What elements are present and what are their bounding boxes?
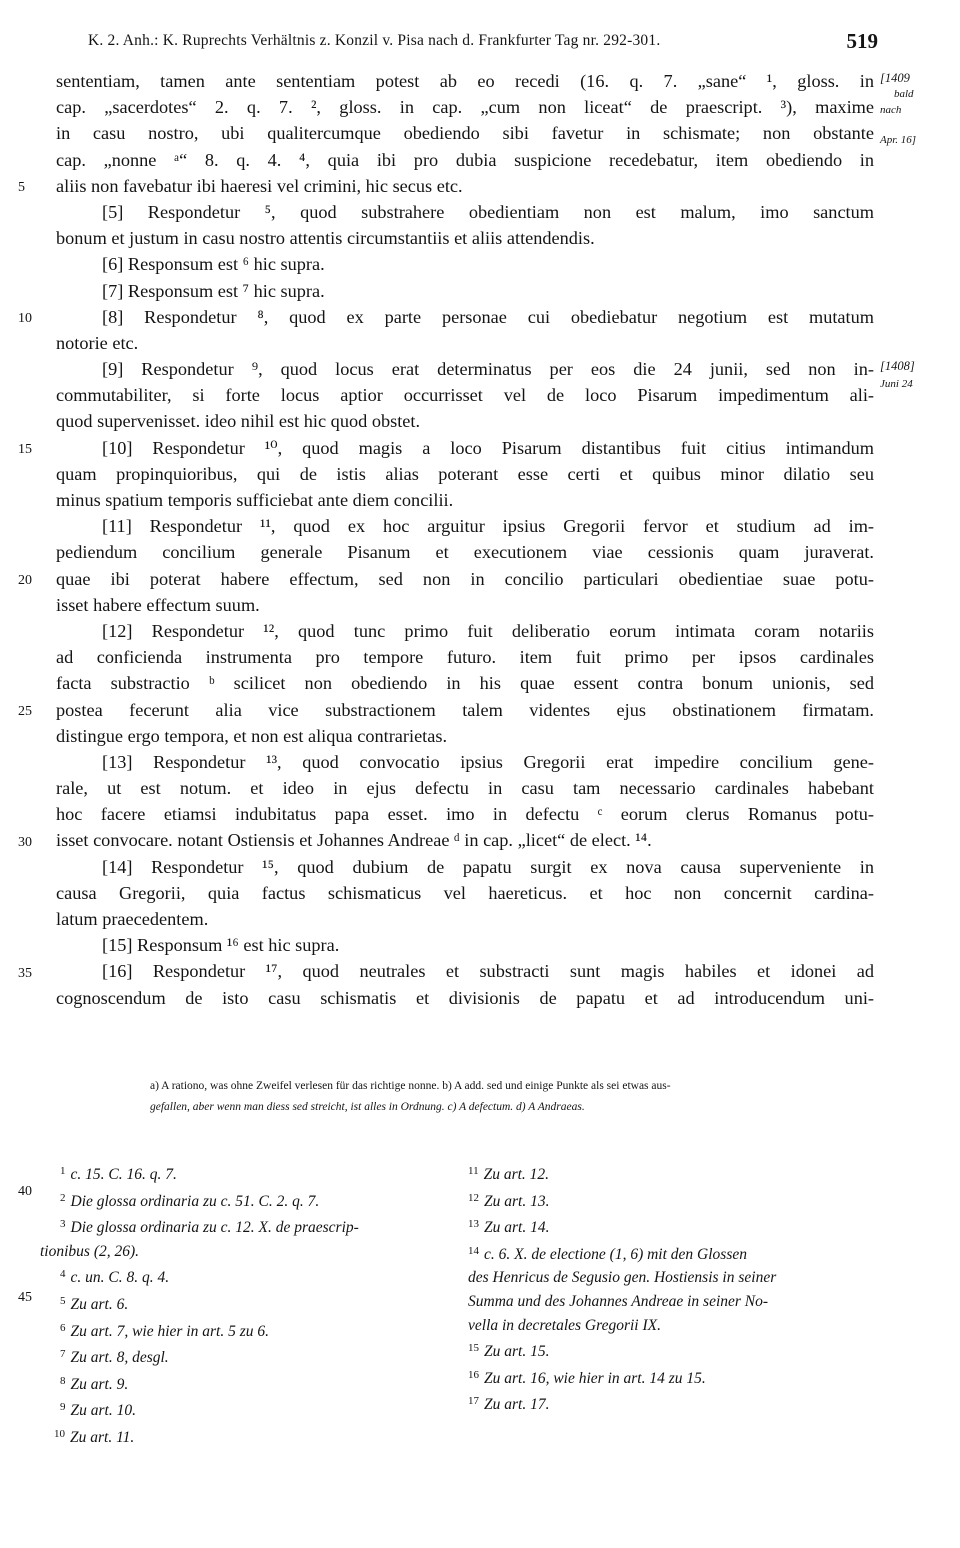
text-line: ad conficienda instrumenta pro tempore futuro. item fuit primo per ipsos cardinales — [56, 647, 874, 668]
margin-note-year: [1408] — [880, 359, 915, 373]
text-line: sententiam, tamen ante sententiam potest ab eo recedi (16. q. 7. „sane“ ¹, gloss. in — [56, 71, 874, 91]
line-number: 45 — [18, 1290, 32, 1305]
text-line: hoc facere etiamsi indubitatus papa esset. imo in defectu ᶜ eorum clerus Romanus potu- — [56, 804, 874, 825]
footnote-continuation: tionibus (2, 26). — [40, 1242, 140, 1260]
footnote: $^{14}$ c. 6. X. de electione (1, 6) mit den Glossen — [468, 1244, 747, 1263]
footnote: $^2$ Die glossa ordinaria zu c. 51. C. 2. q. 7. — [60, 1191, 320, 1210]
text-line: rale, ut est notum. et ideo in ejus defectu in casu tam necessario cardinales habebant — [56, 778, 874, 799]
text-line: [8] Respondetur ⁸, quod ex parte personae cui obediebatur negotium est mutatum — [102, 306, 874, 327]
text-line: cap. „nonne ᵃ“ 8. q. 4. ⁴, quia ibi pro dubia suspicione recedebatur, item obediendo in — [56, 149, 874, 170]
footnote: $^{10}$ Zu art. 11. — [54, 1427, 135, 1446]
footnote: $^{13}$ Zu art. 14. — [468, 1218, 550, 1237]
footnote: $^7$ Zu art. 8, desgl. — [60, 1348, 169, 1367]
line-number: 40 — [18, 1184, 32, 1199]
text-line: [7] Responsum est ⁷ hic supra. — [102, 280, 325, 301]
footnotes-right-column — [468, 1160, 880, 1417]
line-number: 35 — [18, 966, 32, 981]
text-line: notorie etc. — [56, 332, 139, 353]
text-line: latum praecedentem. — [56, 909, 209, 929]
text-line: causa Gregorii, quia factus schismaticus vel haereticus. et hoc non concernit cardina- — [56, 882, 874, 903]
text-line: quae ibi poterat habere effectum, sed non in concilio particulari obedientiae suae potu- — [56, 568, 874, 589]
footnote: $^9$ Zu art. 10. — [60, 1401, 136, 1420]
footnote: $^6$ Zu art. 7, wie hier in art. 5 zu 6. — [60, 1321, 270, 1340]
text-line: distingue ergo tempora, et non est aliqua contrarietas. — [56, 725, 448, 746]
footnote: $^{11}$ Zu art. 12. — [468, 1165, 550, 1183]
footnote: $^3$ Die glossa ordinaria zu c. 12. X. de praescrip- — [60, 1218, 359, 1237]
running-head — [88, 30, 878, 56]
text-line: isset convocare. notant Ostiensis et Johannes Andreae ᵈ in cap. „licet“ de elect. ¹⁴. — [56, 830, 652, 851]
text-line: [6] Responsum est ⁶ hic supra. — [102, 254, 325, 275]
footnote-continuation: des Henricus de Segusio gen. Hostiensis in seiner — [468, 1269, 777, 1287]
footnote: $^4$ c. un. C. 8. q. 4. — [60, 1268, 170, 1287]
footnote: $^5$ Zu art. 6. — [60, 1294, 129, 1313]
text-line: cap. „sacerdotes“ 2. q. 7. ², gloss. in cap. „cum non liceat“ de praescript. ³), maxime — [56, 97, 874, 118]
text-line: [12] Respondetur ¹², quod tunc primo fuit deliberatio eorum intimata coram notariis — [102, 620, 874, 641]
footnote: $^{15}$ Zu art. 15. — [468, 1342, 550, 1361]
apparatus-line: a) A rationo, was ohne Zweifel verlesen für das richtige nonne. b) A add. sed und einige Punkte als sei etwas aus- — [150, 1080, 671, 1092]
text-line: [9] Respondetur ⁹, quod locus erat determinatus per eos die 24 junii, sed non in- — [102, 359, 874, 380]
text-line: isset habere effectum suum. — [56, 594, 260, 615]
margin-note-date-close: Apr. 16] — [880, 134, 917, 146]
text-line: [14] Respondetur ¹⁵, quod dubium de papatu surgit ex nova causa superveniente in — [102, 856, 874, 877]
text-line: [10] Respondetur ¹⁰, quod magis a loco Pisarum distantibus fuit citius intimandum — [102, 437, 874, 458]
text-line: aliis non favebatur ibi haeresi vel crimini, hic secus etc. — [56, 175, 463, 196]
margin-note-day: Juni 24 — [880, 378, 913, 390]
footnote-continuation: Summa und des Johannes Andreae in seiner No- — [468, 1292, 769, 1310]
footnote: $^{16}$ Zu art. 16, wie hier in art. 14 zu 15. — [468, 1368, 706, 1387]
footnote: $^1$ c. 15. C. 16. q. 7. — [60, 1165, 177, 1183]
text-line: in casu nostro, ubi qualitercumque obediendo sibi favetur in schismate; non obstante — [56, 123, 874, 144]
text-line: commutabiliter, si forte locus aptior occurrisset vel de loco Pisarum impedimentum ali- — [56, 385, 874, 406]
line-number: 25 — [18, 704, 32, 719]
main-text — [56, 68, 874, 1011]
apparatus-line: gefallen, aber wenn man diess sed streicht, ist alles in Ordnung. c) A defectum. d) A Andraeas. — [150, 1101, 585, 1113]
text-line: pediendum concilium generale Pisanum et executionem viae cessionis quam juraverat. — [56, 542, 874, 563]
line-number: 5 — [18, 180, 25, 195]
text-line: [5] Respondetur ⁵, quod substrahere obedientiam non est malum, imo sanctum — [102, 201, 874, 222]
margin-note-nach: nach — [880, 104, 902, 116]
line-number: 20 — [18, 573, 32, 588]
margin-note-bald: bald — [894, 88, 914, 100]
text-line: [15] Responsum ¹⁶ est hic supra. — [102, 935, 340, 956]
text-line: postea fecerunt alia vice substractionem talem videntes ejus obstinationem firmatam. — [56, 699, 874, 720]
line-number: 10 — [18, 311, 32, 326]
line-number: 15 — [18, 442, 32, 457]
text-line: facta substractio ᵇ scilicet non obediendo in his quae essent contra bonum unionis, sed — [56, 673, 874, 694]
text-line: quam propinquioribus, qui de istis alias poterant esse certi et quibus minor dilatio seu — [56, 463, 874, 484]
footnote: $^{12}$ Zu art. 13. — [468, 1191, 550, 1210]
text-line: [11] Respondetur ¹¹, quod ex hoc arguitur ipsius Gregorii fervor et studium ad im- — [102, 516, 874, 537]
text-line: cognoscendum de isto casu schismatis et divisionis de papatu et ad introducendum uni- — [56, 987, 874, 1008]
line-number: 30 — [18, 835, 32, 850]
footnote: $^8$ Zu art. 9. — [60, 1374, 129, 1393]
text-line: minus spatium temporis sufficiebat ante diem concilii. — [56, 490, 454, 510]
critical-apparatus — [150, 1076, 880, 1118]
footnotes-left-column — [40, 1160, 460, 1450]
footnote: $^{17}$ Zu art. 17. — [468, 1395, 550, 1414]
text-line: [16] Respondetur ¹⁷, quod neutrales et substracti sunt magis habiles et idonei ad — [102, 961, 874, 982]
text-line: quod supervenisset. ideo nihil est hic quod obstet. — [56, 411, 421, 432]
text-line: [13] Respondetur ¹³, quod convocatio ipsius Gregorii erat impedire concilium gene- — [102, 751, 874, 772]
footnote-continuation: vella in decretales Gregorii IX. — [468, 1316, 661, 1334]
running-head-title: K. 2. Anh.: K. Ruprechts Verhältnis z. Konzil v. Pisa nach d. Frankfurter Tag nr. 292-301. — [88, 32, 661, 49]
margin-note-date-open: [1409 — [880, 71, 910, 85]
page-number: 519 — [846, 29, 878, 53]
text-line: bonum et justum in casu nostro attentis circumstantiis et aliis attendendis. — [56, 228, 595, 249]
